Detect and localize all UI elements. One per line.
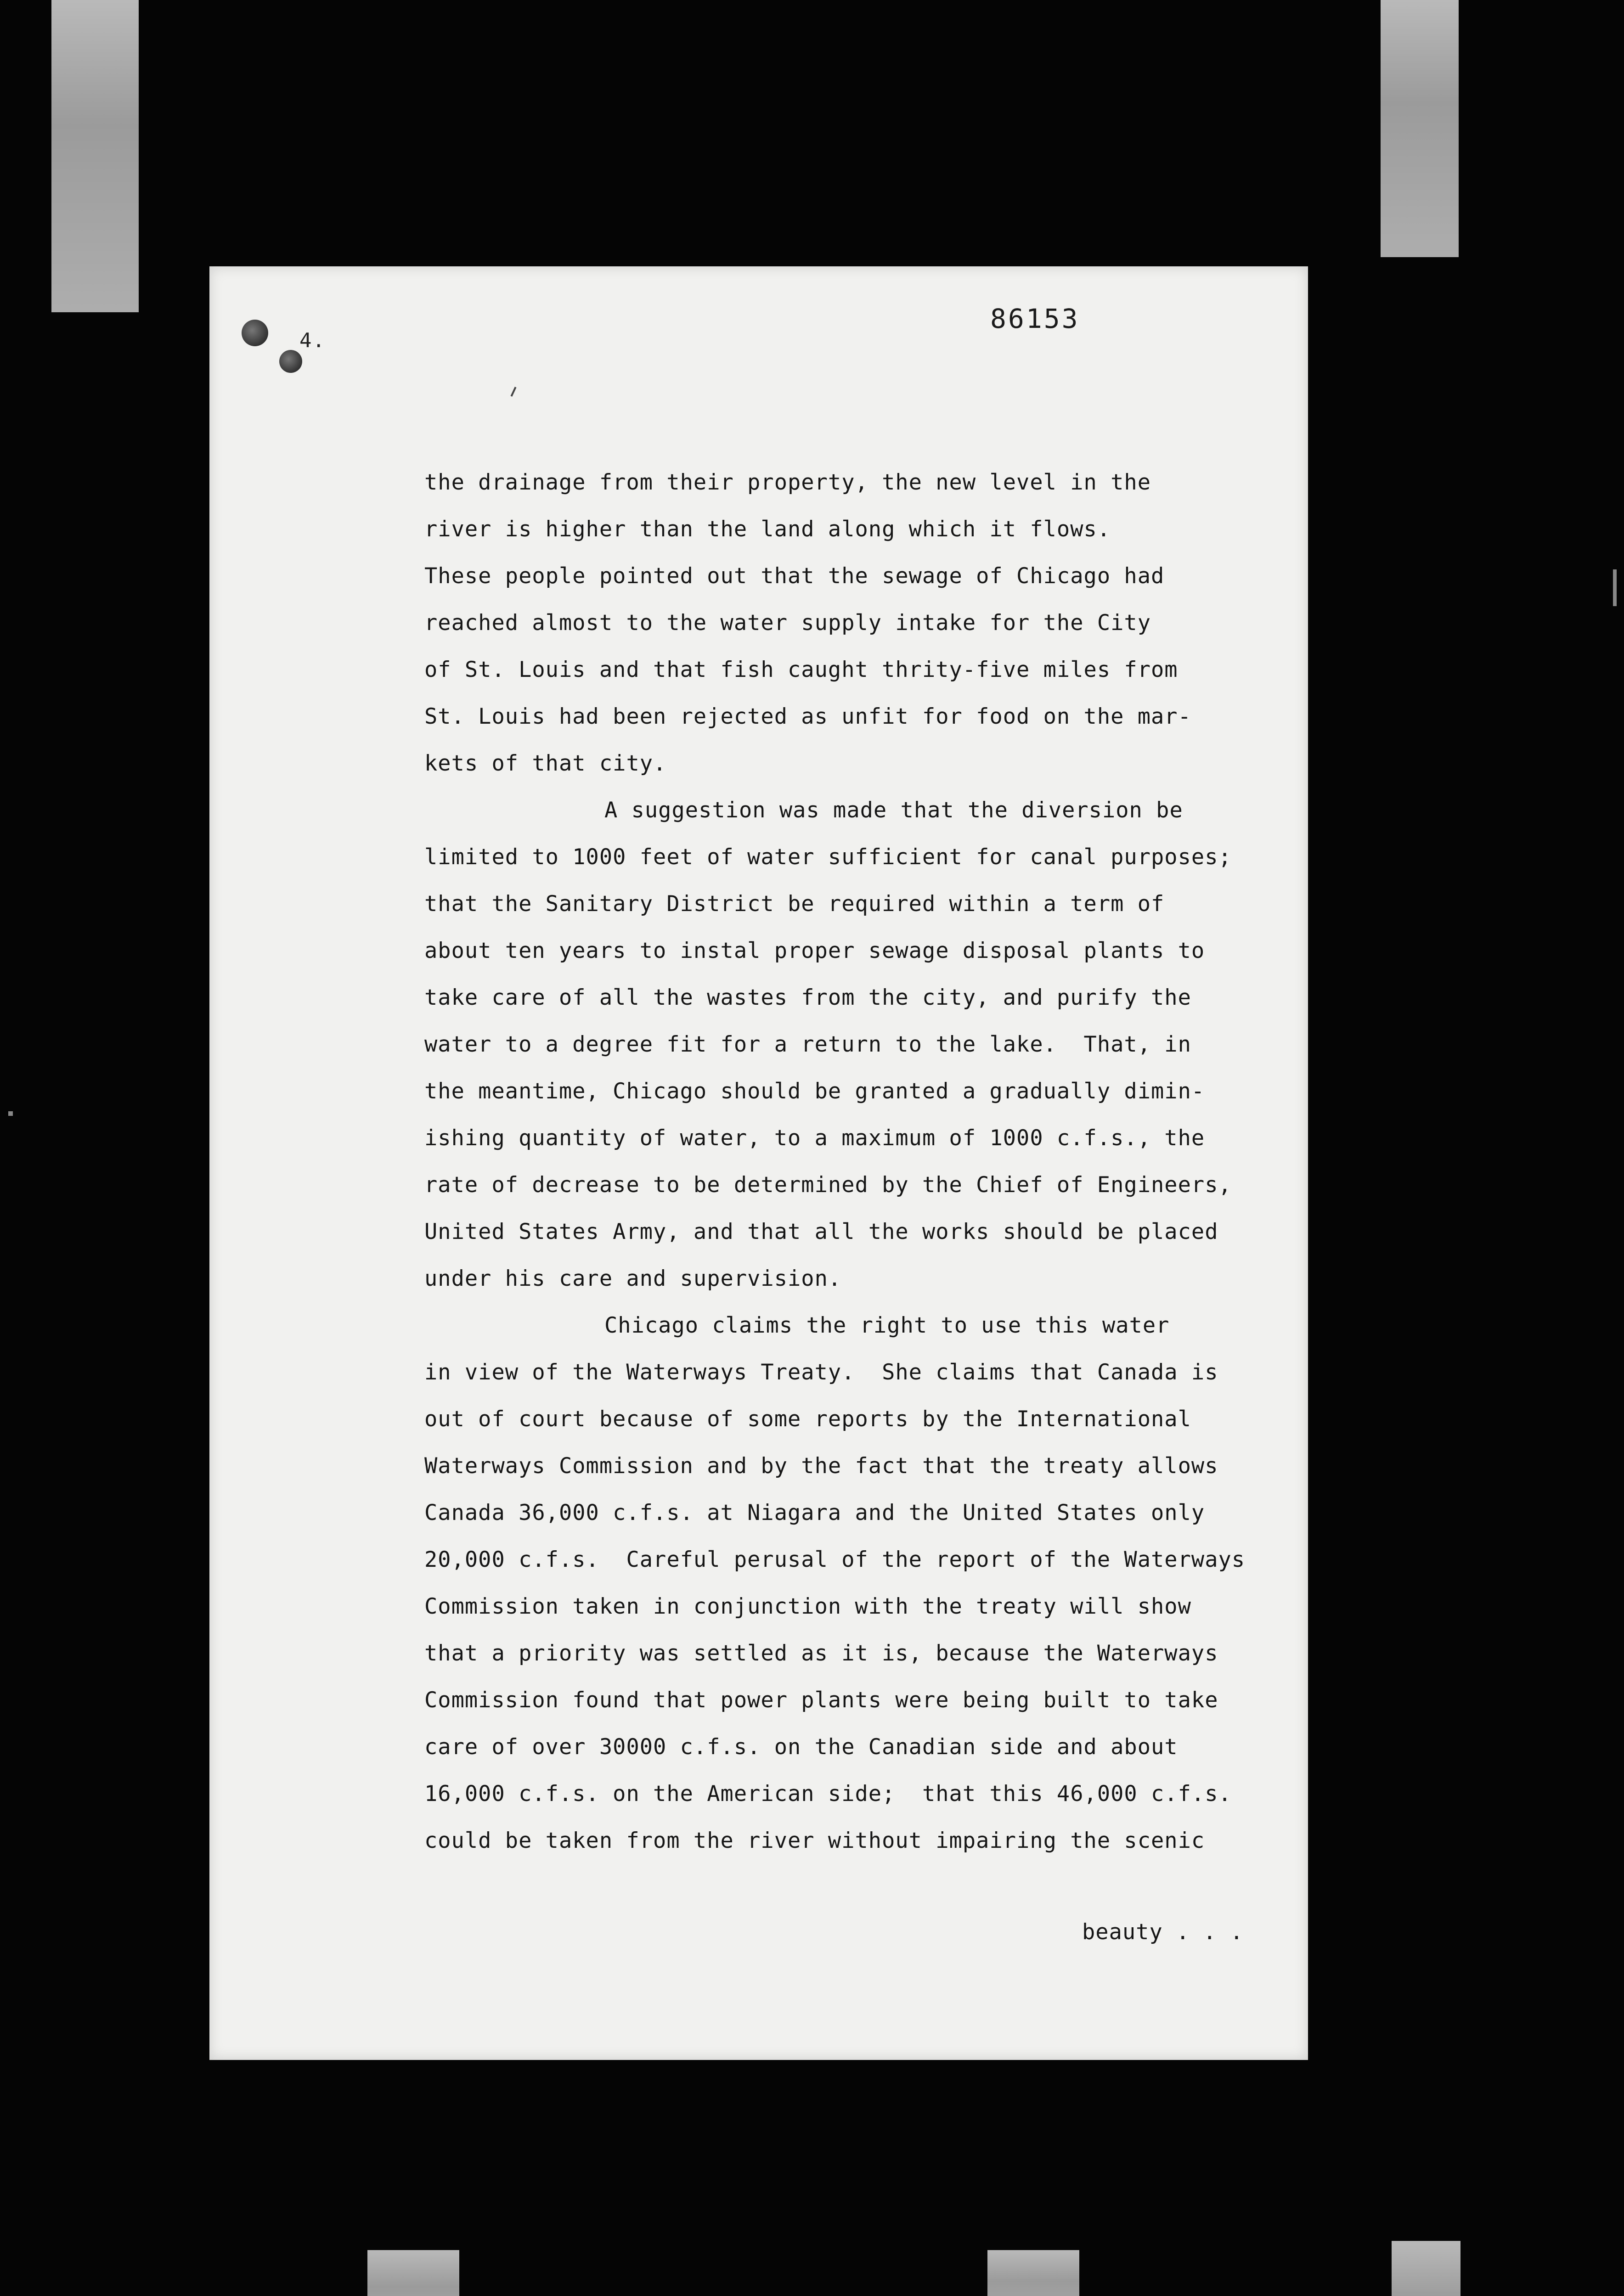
text-line: ishing quantity of water, to a maximum of 1000 c.f.s., the bbox=[424, 1125, 1205, 1151]
mounting-tape-top-left bbox=[51, 0, 139, 312]
pen-mark bbox=[511, 387, 517, 397]
text-line: about ten years to instal proper sewage disposal plants to bbox=[424, 938, 1205, 963]
text-line: could be taken from the river without impairing the scenic bbox=[424, 1828, 1205, 1853]
text-line: Waterways Commission and by the fact that the treaty allows bbox=[424, 1453, 1218, 1479]
document-page bbox=[209, 266, 1308, 2060]
text-line: take care of all the wastes from the city, and purify the bbox=[424, 985, 1191, 1010]
punch-hole-lower bbox=[279, 350, 302, 373]
text-line: under his care and supervision. bbox=[424, 1266, 842, 1291]
text-line: the meantime, Chicago should be granted a gradually dimin- bbox=[424, 1079, 1205, 1104]
text-line: United States Army, and that all the works should be placed bbox=[424, 1219, 1218, 1244]
text-line: that a priority was settled as it is, because the Waterways bbox=[424, 1641, 1218, 1666]
text-line: the drainage from their property, the new level in the bbox=[424, 470, 1151, 495]
right-edge-mark bbox=[1613, 569, 1617, 606]
text-line: that the Sanitary District be required within a term of bbox=[424, 891, 1165, 917]
text-line: out of court because of some reports by the International bbox=[424, 1407, 1191, 1432]
mounting-tape-top-right bbox=[1381, 0, 1459, 257]
text-line: of St. Louis and that fish caught thrity-five miles from bbox=[424, 657, 1178, 682]
document-id: 86153 bbox=[990, 303, 1080, 334]
text-line: care of over 30000 c.f.s. on the Canadian side and about bbox=[424, 1734, 1178, 1760]
text-line: kets of that city. bbox=[424, 751, 667, 776]
text-line: in view of the Waterways Treaty. She claims that Canada is bbox=[424, 1360, 1218, 1385]
text-line: St. Louis had been rejected as unfit for food on the mar- bbox=[424, 704, 1191, 729]
body-text bbox=[424, 459, 1279, 1864]
text-line: Commission found that power plants were being built to take bbox=[424, 1688, 1218, 1713]
page-number: 4. bbox=[299, 329, 326, 352]
text-line: limited to 1000 feet of water sufficient for canal purposes; bbox=[424, 844, 1232, 870]
text-line: water to a degree fit for a return to the lake. That, in bbox=[424, 1032, 1191, 1057]
text-line: 16,000 c.f.s. on the American side; that this 46,000 c.f.s. bbox=[424, 1781, 1232, 1806]
catchword: beauty . . . bbox=[1082, 1919, 1244, 1945]
text-line: river is higher than the land along which it flows. bbox=[424, 517, 1111, 542]
text-line: Commission taken in conjunction with the treaty will show bbox=[424, 1594, 1191, 1619]
paragraph-start-line: Chicago claims the right to use this water bbox=[604, 1313, 1170, 1338]
punch-hole-upper bbox=[242, 320, 268, 346]
paragraph-start-line: A suggestion was made that the diversion be bbox=[604, 798, 1183, 823]
text-line: 20,000 c.f.s. Careful perusal of the report of the Waterways bbox=[424, 1547, 1246, 1572]
text-line: rate of decrease to be determined by the Chief of Engineers, bbox=[424, 1172, 1232, 1198]
text-line: reached almost to the water supply intake for the City bbox=[424, 610, 1151, 636]
text-line: These people pointed out that the sewage of Chicago had bbox=[424, 563, 1165, 589]
mounting-tape-bottom-far-right bbox=[1392, 2241, 1460, 2296]
mounting-tape-bottom-right bbox=[987, 2250, 1079, 2296]
mounting-tape-bottom-left bbox=[367, 2250, 459, 2296]
left-edge-mark bbox=[8, 1111, 13, 1116]
text-line: Canada 36,000 c.f.s. at Niagara and the United States only bbox=[424, 1500, 1205, 1525]
